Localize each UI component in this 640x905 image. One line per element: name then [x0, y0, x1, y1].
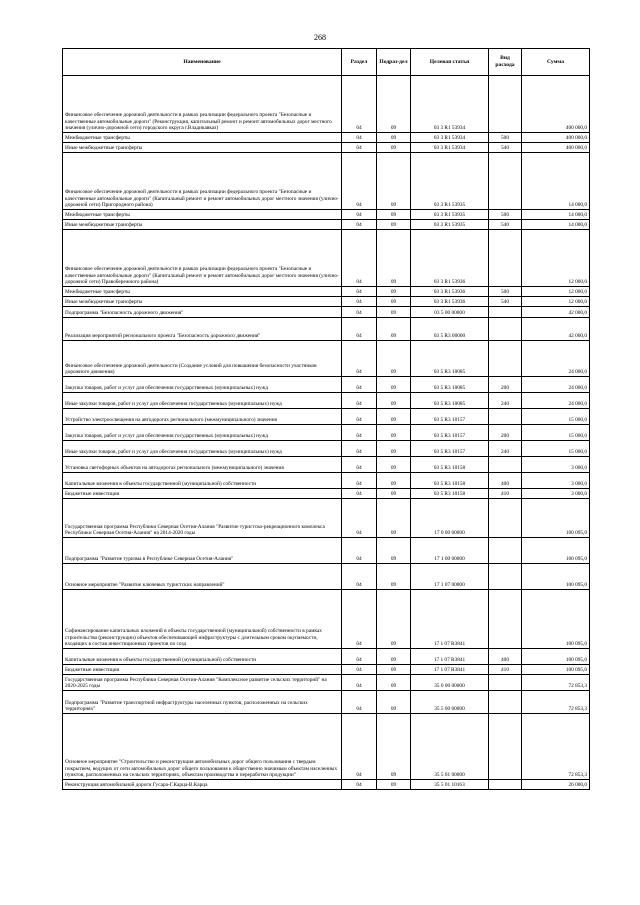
cell-podrazdel: 09: [377, 425, 411, 441]
cell-target: 03 5 R3 10085: [411, 377, 489, 393]
cell-podrazdel: 09: [377, 714, 411, 780]
cell-podrazdel: 09: [377, 441, 411, 457]
cell-podrazdel: 09: [377, 393, 411, 409]
cell-target: 17 1 07 00000: [411, 564, 489, 590]
cell-podrazdel: 09: [377, 691, 411, 714]
cell-target: 03 3 R1 53936: [411, 297, 489, 307]
cell-razdel: 04: [342, 441, 377, 457]
cell-sum: 12 000,0: [522, 230, 590, 287]
cell-name: Подпрограмма "Развитие транспортной инфраструктуры населенных пунктов, расположенных на сельских территориях": [63, 691, 342, 714]
header-razdel: Раздел: [342, 49, 377, 76]
cell-podrazdel: 09: [377, 409, 411, 425]
table-row: [63, 76, 590, 133]
cell-name: Основное мероприятие "Строительство и реконструкция автомобильных дорог общего пользования с твердым покрытием, ведущих от сети автомобильных дорог общего пользования к общественно значимым объектам населенных пунктов, расположенных на сельских территориях, объектам производства и переработки продукции": [63, 714, 342, 780]
cell-razdel: 04: [342, 691, 377, 714]
cell-target: 17 1 00 00000: [411, 538, 489, 564]
table-row: [63, 230, 590, 287]
cell-razdel: 04: [342, 590, 377, 649]
table-row: [63, 153, 590, 210]
table-row: [63, 318, 590, 341]
cell-vid: 200: [489, 425, 522, 441]
cell-sum: 15 000,0: [522, 409, 590, 425]
table-row: [63, 441, 590, 457]
cell-vid: [489, 307, 522, 318]
cell-vid: [489, 409, 522, 425]
cell-vid: [489, 564, 522, 590]
table-row: [63, 499, 590, 538]
cell-target: 03 5 R3 00000: [411, 318, 489, 341]
cell-sum: 14 000,0: [522, 210, 590, 220]
cell-name: Капитальные вложения в объекты государственной (муниципальной) собственности: [63, 649, 342, 665]
table-row: [63, 393, 590, 409]
cell-podrazdel: 09: [377, 675, 411, 691]
cell-target: 03 5 R3 10157: [411, 425, 489, 441]
cell-name: Закупка товаров, работ и услуг для обеспечения государственных (муниципальных) нужд: [63, 425, 342, 441]
cell-podrazdel: 09: [377, 153, 411, 210]
cell-name: Иные закупки товаров, работ и услуг для обеспечения государственных (муниципальных) нужд: [63, 441, 342, 457]
cell-sum: 14 000,0: [522, 220, 590, 230]
table-row: [63, 297, 590, 307]
cell-name: Закупка товаров, работ и услуг для обеспечения государственных (муниципальных) нужд: [63, 377, 342, 393]
cell-name: Реализация мероприятий регионального проекта "Безопасность дорожного движения": [63, 318, 342, 341]
cell-target: 03 3 R1 53935: [411, 220, 489, 230]
table-row: [63, 714, 590, 780]
cell-podrazdel: 09: [377, 590, 411, 649]
cell-vid: [489, 675, 522, 691]
cell-vid: 410: [489, 665, 522, 675]
page-number: 268: [314, 33, 326, 42]
cell-razdel: 04: [342, 649, 377, 665]
cell-razdel: 04: [342, 220, 377, 230]
table-row: [63, 341, 590, 377]
cell-sum: 15 000,0: [522, 441, 590, 457]
cell-sum: 100 095,0: [522, 649, 590, 665]
cell-razdel: 04: [342, 457, 377, 473]
cell-podrazdel: 09: [377, 341, 411, 377]
cell-name: Бюджетные инвестиции: [63, 665, 342, 675]
budget-table: [62, 48, 590, 790]
cell-vid: [489, 341, 522, 377]
cell-target: 35 5 01 00000: [411, 714, 489, 780]
cell-sum: 14 000,0: [522, 153, 590, 210]
cell-razdel: 04: [342, 425, 377, 441]
cell-name: Финансовое обеспечение дорожной деятельности в рамках реализации федерального проекта "Безопасные и качественные автомобильные дороги" (Реконструкция, капитальный ремонт и ремонт автомобильных дорог местного значения (улично-дорожной сети) городского округа г.Владикавказ): [63, 76, 342, 133]
cell-target: 03 3 R1 53934: [411, 133, 489, 143]
table-row: [63, 220, 590, 230]
cell-vid: [489, 230, 522, 287]
cell-target: 17 1 07 R3841: [411, 665, 489, 675]
cell-sum: 100 095,0: [522, 590, 590, 649]
table-row: [63, 409, 590, 425]
header-sum: Сумма: [522, 49, 590, 76]
table-row: [63, 133, 590, 143]
cell-razdel: 04: [342, 318, 377, 341]
cell-name: Иные межбюджетные трансферты: [63, 143, 342, 153]
cell-name: Капитальные вложения в объекты государственной (муниципальной) собственности: [63, 473, 342, 489]
cell-podrazdel: 09: [377, 457, 411, 473]
cell-sum: 400 000,0: [522, 133, 590, 143]
cell-name: Межбюджетные трансферты: [63, 210, 342, 220]
cell-podrazdel: 09: [377, 665, 411, 675]
cell-name: Финансовое обеспечение дорожной деятельности в рамках реализации федерального проекта "Безопасные и качественные автомобильные дороги" (Капитальный ремонт и ремонт автомобильных дорог местного значения (улично-дорожной сети) Пригородного района): [63, 153, 342, 210]
cell-podrazdel: 09: [377, 133, 411, 143]
cell-name: Бюджетные инвестиции: [63, 489, 342, 499]
cell-sum: 3 000,0: [522, 473, 590, 489]
cell-podrazdel: 09: [377, 220, 411, 230]
cell-podrazdel: 09: [377, 307, 411, 318]
cell-target: 03 5 00 00000: [411, 307, 489, 318]
table-row: [63, 780, 590, 790]
cell-sum: 100 095,0: [522, 665, 590, 675]
cell-sum: 12 000,0: [522, 287, 590, 297]
cell-vid: 400: [489, 473, 522, 489]
cell-sum: 72 853,3: [522, 714, 590, 780]
cell-sum: 100 095,0: [522, 499, 590, 538]
table-row: [63, 210, 590, 220]
cell-vid: [489, 153, 522, 210]
cell-name: Софинансирование капитальных вложений в объекты государственной (муниципальной) собственности в рамках строительства (реконструкции) объектов обеспечивающей инфраструктуры с длительным сроком окупаемости, входящих в состав инвестиционных проектов по созд: [63, 590, 342, 649]
cell-podrazdel: 09: [377, 538, 411, 564]
cell-vid: 540: [489, 297, 522, 307]
cell-razdel: 04: [342, 230, 377, 287]
cell-name: Государственная программа Республики Северная Осетия-Алания "Развитие туристско-рекреационного комплекса Республики Северная Осетия-Алания" на 2014-2020 годы: [63, 499, 342, 538]
table-row: [63, 307, 590, 318]
cell-target: 03 3 R1 53936: [411, 230, 489, 287]
cell-target: 03 5 R3 10158: [411, 473, 489, 489]
cell-podrazdel: 09: [377, 499, 411, 538]
cell-podrazdel: 09: [377, 143, 411, 153]
table-row: [63, 425, 590, 441]
cell-razdel: 04: [342, 714, 377, 780]
cell-razdel: 04: [342, 564, 377, 590]
cell-sum: 400 000,0: [522, 143, 590, 153]
cell-vid: 200: [489, 377, 522, 393]
table-row: [63, 564, 590, 590]
cell-sum: 100 095,0: [522, 564, 590, 590]
cell-razdel: 04: [342, 499, 377, 538]
cell-vid: 400: [489, 649, 522, 665]
cell-razdel: 04: [342, 489, 377, 499]
cell-vid: 540: [489, 143, 522, 153]
cell-target: 03 5 R3 10085: [411, 341, 489, 377]
table-row: [63, 287, 590, 297]
cell-razdel: 04: [342, 133, 377, 143]
cell-target: 17 1 07 R3841: [411, 649, 489, 665]
cell-vid: 410: [489, 489, 522, 499]
table-row: [63, 489, 590, 499]
cell-podrazdel: 09: [377, 564, 411, 590]
cell-sum: 42 000,0: [522, 307, 590, 318]
cell-vid: [489, 318, 522, 341]
cell-podrazdel: 09: [377, 377, 411, 393]
header-vid: Вид расхода: [489, 49, 522, 76]
cell-podrazdel: 09: [377, 649, 411, 665]
cell-sum: 400 000,0: [522, 76, 590, 133]
table-row: [63, 473, 590, 489]
cell-razdel: 04: [342, 287, 377, 297]
cell-sum: 15 000,0: [522, 425, 590, 441]
cell-sum: 100 095,0: [522, 538, 590, 564]
cell-name: Межбюджетные трансферты: [63, 287, 342, 297]
header-name: Наименование: [63, 49, 342, 76]
cell-name: Подпрограмма "Безопасность дорожного движения": [63, 307, 342, 318]
table-row: [63, 377, 590, 393]
table-row: [63, 590, 590, 649]
cell-vid: [489, 538, 522, 564]
cell-vid: 240: [489, 441, 522, 457]
cell-name: Устройство электроосвещения на автодорогах регионального (межмуниципального) значения: [63, 409, 342, 425]
cell-razdel: 04: [342, 143, 377, 153]
cell-name: Государственная программа Республики Северная Осетия-Алания "Комплексное развитие сельских территорий" на 2020-2025 годы: [63, 675, 342, 691]
cell-sum: 42 000,0: [522, 318, 590, 341]
cell-podrazdel: 09: [377, 287, 411, 297]
cell-podrazdel: 09: [377, 76, 411, 133]
cell-name: Основное мероприятие "Развитие ключевых туристских направлений": [63, 564, 342, 590]
cell-vid: 500: [489, 210, 522, 220]
cell-razdel: 04: [342, 76, 377, 133]
cell-vid: [489, 714, 522, 780]
cell-razdel: 04: [342, 409, 377, 425]
cell-razdel: 04: [342, 473, 377, 489]
cell-target: 03 5 R3 10157: [411, 441, 489, 457]
cell-razdel: 04: [342, 675, 377, 691]
table-row: [63, 143, 590, 153]
cell-razdel: 04: [342, 307, 377, 318]
header-target: Целевая статья: [411, 49, 489, 76]
cell-target: 03 3 R1 53935: [411, 153, 489, 210]
cell-razdel: 04: [342, 780, 377, 790]
cell-podrazdel: 09: [377, 473, 411, 489]
cell-name: Подпрограмма "Развитие туризма в Республике Северная Осетия-Алания": [63, 538, 342, 564]
cell-podrazdel: 09: [377, 230, 411, 287]
cell-razdel: 04: [342, 538, 377, 564]
cell-target: 17 0 00 00000: [411, 499, 489, 538]
cell-razdel: 04: [342, 665, 377, 675]
cell-target: 03 3 R1 53934: [411, 76, 489, 133]
cell-name: Иные межбюджетные трансферты: [63, 297, 342, 307]
cell-sum: 12 000,0: [522, 297, 590, 307]
cell-vid: 500: [489, 133, 522, 143]
cell-sum: 26 000,0: [522, 780, 590, 790]
cell-podrazdel: 09: [377, 210, 411, 220]
cell-podrazdel: 09: [377, 780, 411, 790]
table-body: [63, 76, 590, 790]
cell-vid: [489, 76, 522, 133]
cell-razdel: 04: [342, 393, 377, 409]
cell-target: 17 1 07 R3841: [411, 590, 489, 649]
cell-target: 03 3 R1 53935: [411, 210, 489, 220]
cell-target: 03 3 R1 53934: [411, 143, 489, 153]
cell-target: 35 5 00 00000: [411, 691, 489, 714]
cell-name: Финансовое обеспечение дорожной деятельности (Создание условий для повышения безопасности участников дорожного движения): [63, 341, 342, 377]
cell-target: 03 5 R3 10158: [411, 457, 489, 473]
cell-razdel: 04: [342, 210, 377, 220]
cell-target: 03 3 R1 53936: [411, 287, 489, 297]
cell-podrazdel: 09: [377, 318, 411, 341]
cell-vid: [489, 691, 522, 714]
cell-name: Установка светофорных объектов на автодорогах регионального (межмуниципального) значения: [63, 457, 342, 473]
table-row: [63, 665, 590, 675]
cell-sum: 24 000,0: [522, 377, 590, 393]
table-row: [63, 675, 590, 691]
table-row: [63, 691, 590, 714]
cell-name: Иные закупки товаров, работ и услуг для обеспечения государственных (муниципальных) нужд: [63, 393, 342, 409]
cell-razdel: 04: [342, 377, 377, 393]
cell-target: 35 0 00 00000: [411, 675, 489, 691]
cell-vid: [489, 499, 522, 538]
cell-podrazdel: 09: [377, 297, 411, 307]
cell-name: Межбюджетные трансферты: [63, 133, 342, 143]
table-row: [63, 649, 590, 665]
cell-vid: 540: [489, 220, 522, 230]
cell-razdel: 04: [342, 297, 377, 307]
cell-target: 03 5 R3 10157: [411, 409, 489, 425]
cell-sum: 24 000,0: [522, 393, 590, 409]
table-row: [63, 457, 590, 473]
cell-razdel: 04: [342, 341, 377, 377]
cell-razdel: 04: [342, 153, 377, 210]
cell-target: 35 5 01 10163: [411, 780, 489, 790]
cell-vid: [489, 590, 522, 649]
cell-name: Реконструкция автомобильной дороги Гусара-Г.Карца-В.Карца: [63, 780, 342, 790]
cell-target: 03 5 R3 10085: [411, 393, 489, 409]
cell-name: Финансовое обеспечение дорожной деятельности в рамках реализации федерального проекта "Безопасные и качественные автомобильные дороги" (Капитальный ремонт и ремонт автомобильных дорог местного значения (улично-дорожной сети) Правобережного района): [63, 230, 342, 287]
cell-vid: [489, 457, 522, 473]
cell-sum: 72 853,3: [522, 691, 590, 714]
cell-vid: 240: [489, 393, 522, 409]
table-row: [63, 538, 590, 564]
cell-target: 03 5 R3 10158: [411, 489, 489, 499]
cell-name: Иные межбюджетные трансферты: [63, 220, 342, 230]
cell-vid: 500: [489, 287, 522, 297]
cell-sum: 72 853,3: [522, 675, 590, 691]
cell-vid: [489, 780, 522, 790]
cell-podrazdel: 09: [377, 489, 411, 499]
header-podrazdel: Подраз-дел: [377, 49, 411, 76]
cell-sum: 24 000,0: [522, 341, 590, 377]
cell-sum: 3 000,0: [522, 457, 590, 473]
cell-sum: 3 000,0: [522, 489, 590, 499]
